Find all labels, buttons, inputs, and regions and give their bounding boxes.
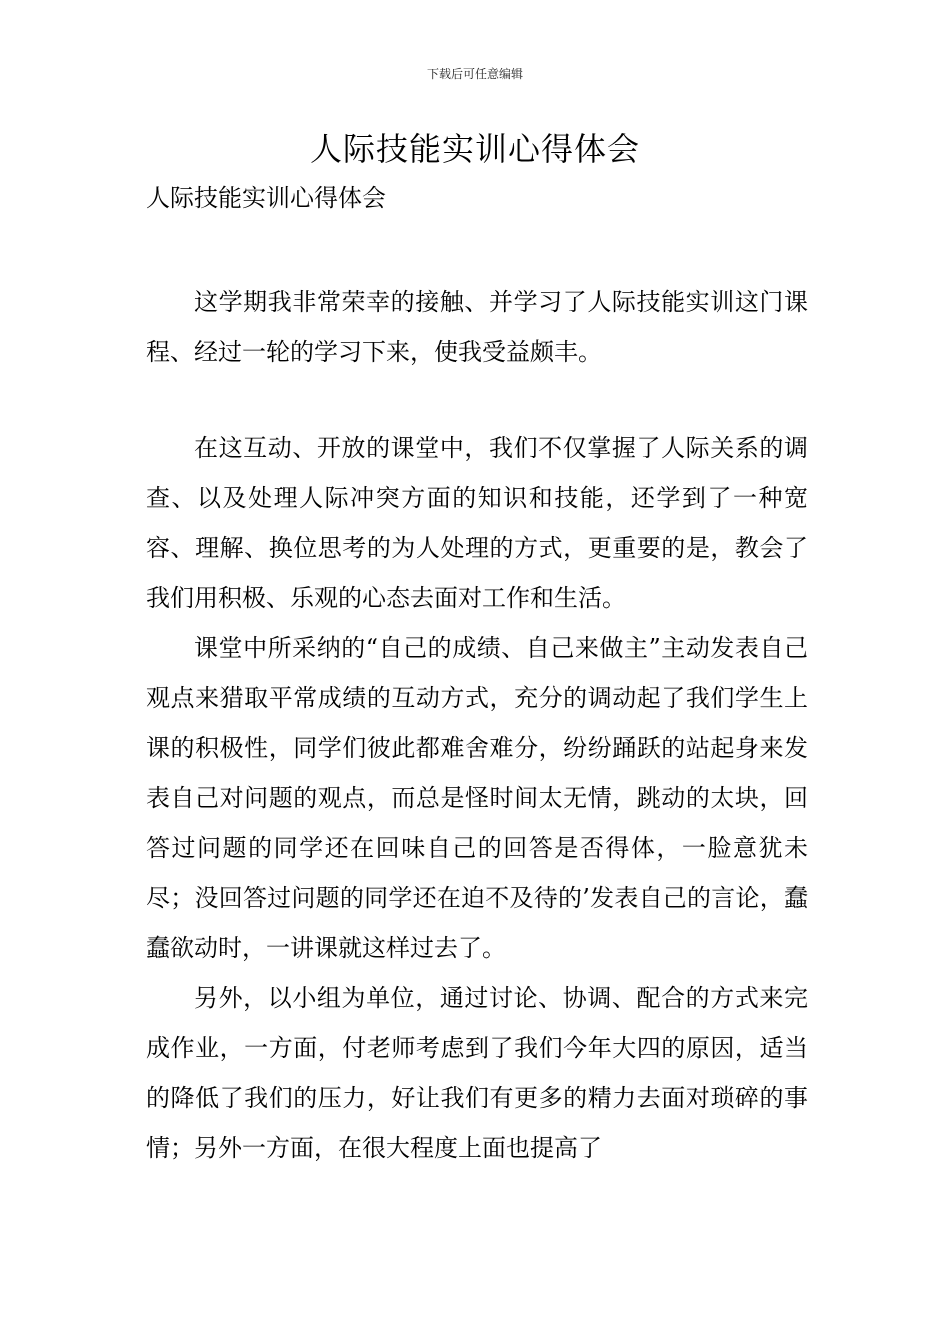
paragraph-3: 课堂中所采纳的“自己的成绩、自己来做主”主动发表自己观点来猎取平常成绩的互动方式，充分的调动起了我们学生上课的积极性，同学们彼此都难舍难分，纷纷踊跃的站起身来发表自己对问题的观点，而总是怪时间太无情，跳动的太块，回答过问题的同学还在回味自己的回答是否得体，一脸意犹未尽；没回答过问题的同学还在迫不及待的’发表自己的言论，蠢蠢欲动时，一讲课就这样过去了。: [146, 634, 808, 962]
paragraph-4: 另外，以小组为单位，通过讨论、协调、配合的方式来完成作业，一方面，付老师考虑到了我们今年大四的原因，适当的降低了我们的压力，好让我们有更多的精力去面对琐碎的事情；另外一方面，在很大程度上面也提高了: [146, 984, 808, 1162]
body-section-main: [146, 423, 808, 1173]
document-title: 人际技能实训心得体会: [309, 130, 640, 168]
body-section-intro: [146, 277, 808, 377]
paragraph-2: 在这互动、开放的课堂中，我们不仅掌握了人际关系的调查、以及处理人际冲突方面的知识和技能，还学到了一种宽容、理解、换位思考的为人处理的方式，更重要的是，教会了我们用积极、乐观的心态去面对工作和生活。: [146, 434, 808, 612]
paragraph-1: 这学期我非常荣幸的接触、并学习了人际技能实训这门课程、经过一轮的学习下来，使我受益颇丰。: [146, 288, 808, 366]
document-subtitle: 人际技能实训心得体会: [146, 184, 386, 212]
header-note: 下载后可任意编辑: [426, 67, 523, 81]
